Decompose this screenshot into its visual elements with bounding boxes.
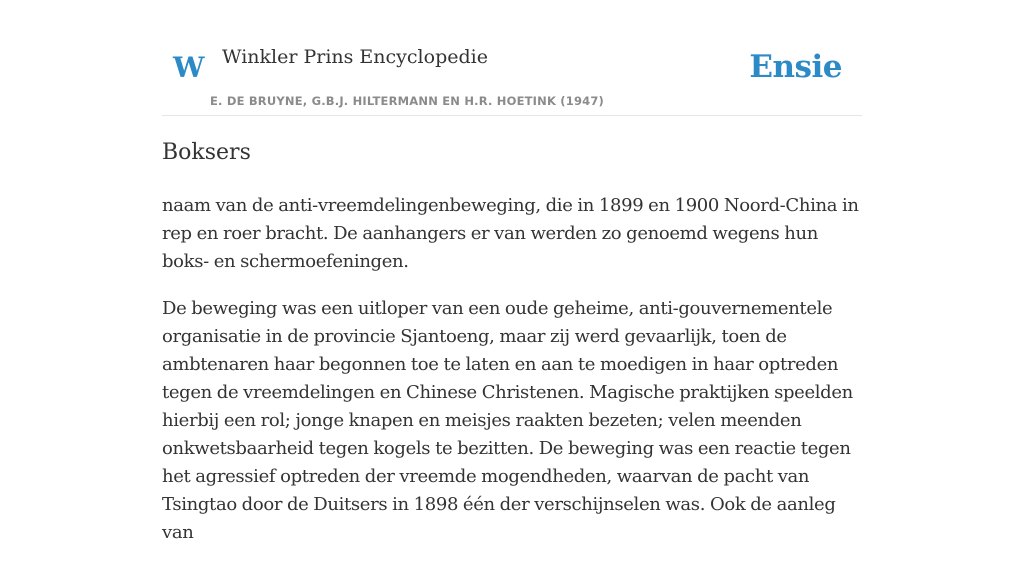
encyclopedia-authors: E. DE BRUYNE, G.B.J. HILTERMANN EN H.R. HOETINK (1947) — [210, 94, 605, 108]
article-body — [162, 192, 862, 566]
site-header — [162, 40, 862, 116]
article-title: Boksers — [162, 140, 251, 165]
encyclopedia-title[interactable]: Winkler Prins Encyclopedie — [222, 46, 488, 68]
encyclopedia-logo[interactable]: W — [173, 51, 204, 84]
article-paragraph: naam van de anti-vreemdelingenbeweging, die in 1899 en 1900 Noord-China in rep en roer bracht. De aanhangers er van werden zo genoemd wegens hun boks- en schermoefeningen. — [162, 195, 859, 272]
ensie-brand-logo[interactable]: Ensie — [749, 49, 842, 85]
article-paragraph: De beweging was een uitloper van een oude geheime, anti-gouvernementele organisatie in de provincie Sjantoeng, maar zij werd gevaarlijk, toen de ambtenaren haar begonnen toe te laten en aan te moedigen in haar optreden tegen de vreemdelingen en Chinese Christenen. Magische praktijken speelden hierbij een rol; jonge knapen en meisjes raakten bezeten; velen meenden onkwetsbaarheid tegen kogels te bezitten. De beweging was een reactie tegen het agressief optreden der vreemde mogendheden, waarvan de pacht van Tsingtao door de Duitsers in 1898 één der verschijnselen was. Ook de aanleg van — [162, 298, 853, 543]
